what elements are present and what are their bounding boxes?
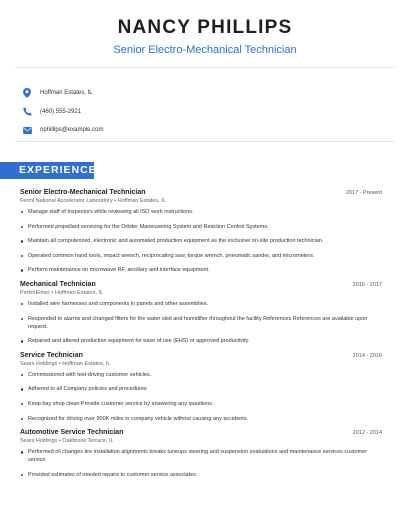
list-item: Perform maintenance on microwave RF, ancillary and interface equipment. bbox=[20, 266, 382, 274]
job-entry bbox=[20, 281, 382, 345]
list-item: Keep bay shop clean Provide customer service by answering any questions bbox=[20, 400, 382, 408]
list-item: Performed oil changes tire installation alignments breaks tuneups steering and suspension evaluations and maintenance services customer service bbox=[20, 448, 382, 464]
job-entry bbox=[20, 189, 382, 274]
contact-phone bbox=[22, 103, 103, 121]
candidate-name: NANCY PHILLIPS bbox=[117, 17, 293, 38]
contact-divider bbox=[15, 141, 395, 142]
job-bullets bbox=[20, 208, 382, 274]
job-company: Sears Holdings bbox=[20, 438, 58, 445]
job-title: Automotive Service Technician bbox=[20, 429, 124, 437]
job-entry bbox=[20, 352, 382, 423]
list-item: Responded to alarms and changed filters for the water skid and humidifier throughout the facility References References are available upon request. bbox=[20, 315, 382, 331]
list-item: Recognized for driving over 900K miles in company vehicle without causing any accidents. bbox=[20, 415, 382, 423]
job-dates: 2012 - 2014 bbox=[352, 430, 382, 437]
job-title: Senior Electro-Mechanical Technician bbox=[20, 189, 146, 196]
candidate-title: Senior Electro-Mechanical Technician bbox=[113, 44, 297, 56]
list-item: Commissioned with test-driving customer vehicles. bbox=[20, 371, 382, 379]
job-company: Fermi National Accelerator Laboratory bbox=[20, 198, 113, 204]
job-company: PerkinElmer bbox=[20, 289, 50, 296]
job-dates: 2017 - Present bbox=[345, 190, 382, 196]
contact-list bbox=[22, 84, 103, 140]
job-title: Mechanical Technician bbox=[20, 280, 96, 288]
list-item: Adhered to all Company policies and procedures bbox=[20, 385, 382, 393]
experience-list bbox=[20, 189, 382, 485]
contact-location-text: Hoffman Estates, IL bbox=[40, 90, 93, 96]
list-item: Operated common hand tools, impact wrench, reciprocating saw, torque wrench, pneumatic sander, and micrometers. bbox=[20, 252, 382, 260]
list-item: Maintain all computerized, electronic and automated production equipment as the exclusive on-site production technician. bbox=[20, 237, 382, 245]
job-bullets bbox=[20, 448, 382, 479]
job-title: Service Technician bbox=[20, 351, 83, 359]
job-bullets bbox=[20, 371, 382, 423]
list-item: Performed propellant servicing for the Orbiter Maneuvering System and Reaction Control Systems. bbox=[20, 223, 382, 231]
contact-location bbox=[22, 84, 103, 102]
header-divider bbox=[15, 67, 395, 68]
list-item: Installed wire harnesses and components in panels and other assemblies. bbox=[20, 300, 382, 308]
job-location: Hoffman Estates, IL bbox=[62, 360, 111, 367]
contact-email[interactable] bbox=[22, 121, 103, 139]
job-entry bbox=[20, 429, 382, 479]
job-meta: Sears Holdings • Oakbrook Terrace, IL bbox=[20, 438, 114, 445]
resume-header bbox=[0, 0, 410, 56]
job-location: Oakbrook Terrace, IL bbox=[62, 438, 114, 445]
contact-email-text[interactable]: nphillips@example.com bbox=[40, 127, 104, 133]
job-dates: 2016 - 2017 bbox=[352, 281, 382, 288]
job-meta: Fermi National Accelerator Laboratory • Hoffman Estates, IL bbox=[20, 198, 166, 204]
job-meta: PerkinElmer • Hoffman Estates, IL bbox=[20, 289, 104, 296]
phone-icon bbox=[22, 107, 32, 117]
list-item: Repaired and altered production equipment for ease of use (EHS) or approved productivity. bbox=[20, 337, 382, 345]
job-dates: 2014 - 2016 bbox=[352, 352, 382, 359]
job-company: Sears Holdings bbox=[20, 360, 58, 367]
experience-heading: EXPERIENCE bbox=[0, 162, 94, 179]
list-item: Provided estimates of needed repairs to customer service associates. bbox=[20, 471, 382, 479]
job-meta: Sears Holdings • Hoffman Estates, IL bbox=[20, 360, 111, 367]
job-location: Hoffman Estates, IL bbox=[117, 198, 166, 204]
job-bullets bbox=[20, 300, 382, 345]
contact-phone-text: (460) 555-2921 bbox=[40, 108, 82, 115]
email-icon bbox=[22, 125, 32, 135]
list-item: Manage staff of Inspectors while reviewing all ISO work instructions. bbox=[20, 208, 382, 216]
location-pin-icon bbox=[22, 88, 32, 98]
job-location: Hoffman Estates, IL bbox=[54, 289, 104, 296]
